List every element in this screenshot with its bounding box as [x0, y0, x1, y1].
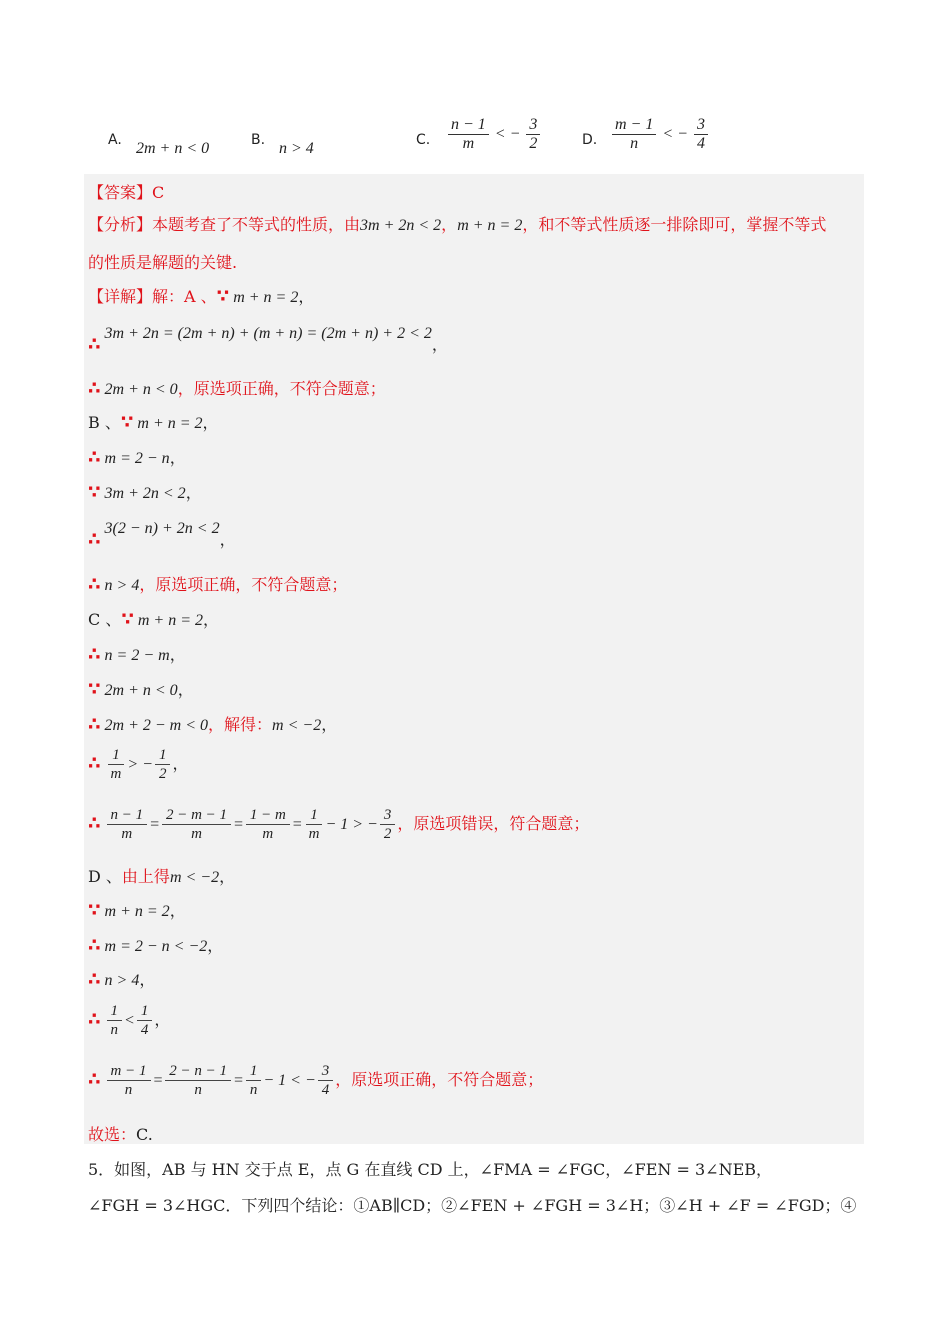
d-step-5-fraction-3 — [246, 1062, 262, 1099]
denominator: n — [194, 1082, 202, 1098]
denominator: 2 — [383, 826, 392, 842]
detail-math: m + n = 2 — [233, 289, 299, 306]
c-step-3 — [88, 712, 337, 735]
b-step-3 — [88, 515, 236, 550]
c-step-5-relation: − 1 > − — [325, 816, 378, 833]
denominator: n — [124, 1082, 133, 1098]
option-d-denominator: n — [630, 135, 639, 153]
b-step-1-math: m = 2 − n — [104, 450, 170, 467]
c-step-5-fraction-1 — [107, 806, 148, 843]
option-c-rhs-denominator: 2 — [529, 135, 538, 153]
option-a-label: A. — [108, 132, 122, 148]
c-step-5-fraction-2 — [162, 806, 231, 843]
final-label: 故选： — [88, 1125, 137, 1144]
b-step-4-math: n > 4 — [104, 577, 140, 594]
numerator: 1 — [107, 1002, 123, 1021]
a-step-1-math: 3m + 2n = (2m + n) + (m + n) = (2m + n) + 2 < 2 — [104, 325, 432, 342]
detail-head-line — [88, 284, 314, 307]
therefore-symbol: ∴ — [88, 334, 101, 355]
analysis-head: 【分析】本题考查了不等式的性质，由 — [88, 215, 361, 234]
a-step-1-comma: ， — [431, 335, 448, 354]
analysis-line-1 — [88, 212, 826, 235]
option-c-numerator: n − 1 — [448, 116, 489, 135]
therefore-symbol: ∴ — [88, 753, 101, 774]
equals-sign: = — [149, 816, 160, 833]
c-head: C 、 — [88, 610, 122, 629]
therefore-symbol: ∴ — [88, 1009, 101, 1030]
d-step-5-fraction-2 — [165, 1062, 231, 1099]
therefore-symbol: ∴ — [88, 1069, 101, 1090]
therefore-symbol: ∴ — [88, 969, 101, 990]
a-step-1 — [88, 320, 448, 355]
option-d-rhs-fraction — [694, 116, 708, 154]
denominator: n — [249, 1082, 258, 1098]
option-d-numerator: m − 1 — [612, 116, 656, 135]
d-math: m < −2 — [169, 869, 220, 886]
b-head: B 、 — [88, 413, 121, 432]
less-than-sign: < — [124, 1012, 135, 1029]
denominator: m — [110, 766, 122, 782]
final-dot: . — [147, 1125, 153, 1144]
c-step-4-comma: ， — [172, 754, 189, 773]
therefore-symbol: ∴ — [88, 644, 101, 665]
c-step-3-comma: ， — [321, 715, 338, 734]
c-head-line — [88, 607, 219, 630]
d-comma: ， — [219, 867, 236, 886]
d-step-5-relation: − 1 < − — [263, 1072, 316, 1089]
d-step-4 — [88, 1002, 170, 1039]
b-math: m + n = 2 — [137, 415, 203, 432]
c-step-5-text: ，原选项错误，符合题意； — [397, 814, 590, 833]
c-step-4-relation: > − — [127, 756, 153, 773]
c-step-2-comma: ， — [177, 680, 194, 699]
numerator: 3 — [380, 806, 396, 825]
denominator: m — [308, 826, 320, 842]
option-d-label: D. — [582, 132, 598, 148]
option-c-denominator: m — [462, 135, 475, 153]
analysis-line-2: 的性质是解题的关键. — [88, 253, 238, 272]
d-step-2-comma: ， — [207, 936, 224, 955]
denominator: 4 — [321, 1082, 330, 1098]
option-d-rhs-numerator: 3 — [694, 116, 708, 135]
answer-line: 【答案】C — [88, 183, 165, 202]
option-c-fraction — [448, 116, 489, 154]
denominator: m — [191, 826, 202, 842]
equals-sign: = — [233, 1072, 244, 1089]
a-step-2-text: ，原选项正确，不符合题意； — [177, 379, 386, 398]
option-b-label: B. — [251, 132, 266, 148]
b-step-3-math: 3(2 − n) + 2n < 2 — [104, 520, 220, 537]
d-step-5-fraction-1 — [107, 1062, 151, 1099]
numerator: 1 — [108, 746, 124, 765]
c-step-2 — [88, 677, 194, 700]
d-step-4-rhs-fraction — [137, 1002, 153, 1039]
numerator: m − 1 — [107, 1062, 151, 1081]
d-step-1-comma: ， — [169, 901, 186, 920]
c-step-5-fraction-4 — [305, 806, 324, 843]
numerator: 1 − m — [246, 806, 290, 825]
denominator: n — [110, 1022, 119, 1038]
d-step-3-comma: ， — [139, 970, 156, 989]
therefore-symbol: ∴ — [88, 813, 101, 834]
numerator: 2 − n − 1 — [165, 1062, 231, 1081]
c-math: m + n = 2 — [137, 612, 204, 629]
question-5-line-1: 5．如图，AB 与 HN 交于点 E，点 G 在直线 CD 上，∠FMA = ∠FGC，∠FEN = 3∠NEB， — [88, 1160, 773, 1179]
option-d-expression — [610, 116, 710, 154]
b-comma: ， — [202, 413, 219, 432]
because-symbol: ∵ — [216, 286, 230, 307]
option-d-fraction — [612, 116, 656, 154]
option-c-expression — [446, 116, 542, 154]
numerator: 1 — [137, 1002, 153, 1021]
numerator: n − 1 — [107, 806, 148, 825]
because-symbol: ∵ — [88, 679, 101, 700]
detail-head: 【详解】解：A 、 — [88, 287, 217, 306]
b-step-2-math: 3m + 2n < 2 — [104, 485, 186, 502]
b-step-1 — [88, 445, 186, 468]
analysis-math-1: 3m + 2n < 2 — [360, 217, 442, 234]
d-step-4-fraction — [107, 1002, 123, 1039]
c-step-4-rhs-fraction — [155, 746, 171, 783]
numerator: 1 — [155, 746, 171, 765]
d-text: 由上得 — [121, 867, 170, 886]
c-step-1-math: n = 2 − m — [104, 647, 170, 664]
because-symbol: ∵ — [120, 412, 134, 433]
therefore-symbol: ∴ — [88, 378, 101, 399]
denominator: m — [121, 826, 133, 842]
question-5-line-2: ∠FGH = 3∠HGC．下列四个结论：①AB∥CD；②∠FEN + ∠FGH = 3∠H；③∠H + ∠F = ∠FGD；④ — [88, 1196, 857, 1215]
equals-sign: = — [291, 816, 303, 833]
therefore-symbol: ∴ — [88, 529, 101, 550]
d-step-4-comma: ， — [154, 1010, 171, 1029]
therefore-symbol: ∴ — [88, 447, 101, 468]
d-head-line — [88, 864, 235, 887]
b-step-3-comma: ， — [219, 530, 236, 549]
final-value: C — [136, 1125, 148, 1144]
option-a-expression: 2m + n < 0 — [136, 140, 210, 157]
b-step-4-text: ，原选项正确，不符合题意； — [139, 575, 348, 594]
d-step-5 — [88, 1062, 543, 1099]
d-step-1-math: m + n = 2 — [104, 903, 170, 920]
therefore-symbol: ∴ — [88, 714, 101, 735]
option-c-label: C. — [416, 132, 431, 148]
d-head: D 、 — [88, 867, 122, 886]
equals-sign: = — [152, 1072, 164, 1089]
denominator: 4 — [140, 1022, 149, 1038]
c-step-5-fraction-3 — [246, 806, 290, 843]
c-step-3-result: m < −2 — [272, 717, 322, 734]
c-step-2-math: 2m + n < 0 — [104, 682, 178, 699]
c-step-5 — [88, 806, 589, 843]
because-symbol: ∵ — [121, 609, 134, 630]
b-step-1-comma: ， — [169, 448, 186, 467]
d-step-5-rhs-fraction — [318, 1062, 334, 1099]
numerator: 1 — [246, 1062, 262, 1081]
d-step-3 — [88, 967, 155, 990]
therefore-symbol: ∴ — [88, 935, 101, 956]
analysis-math-2: m + n = 2 — [457, 217, 523, 234]
option-b-expression: n > 4 — [279, 140, 314, 157]
therefore-symbol: ∴ — [88, 574, 101, 595]
d-step-3-math: n > 4 — [104, 972, 140, 989]
b-step-4 — [88, 572, 347, 595]
b-step-2-comma: ， — [185, 483, 202, 502]
option-c-rhs-fraction — [526, 116, 540, 154]
d-step-2 — [88, 933, 223, 956]
a-step-2 — [88, 376, 386, 399]
numerator: 3 — [318, 1062, 334, 1081]
because-symbol: ∵ — [88, 900, 101, 921]
c-step-1 — [88, 642, 186, 665]
c-comma: ， — [203, 610, 220, 629]
d-step-5-text: ，原选项正确，不符合题意； — [335, 1070, 544, 1089]
a-step-2-math: 2m + n < 0 — [104, 381, 178, 398]
b-step-2 — [88, 480, 202, 503]
option-c-relation: < − — [494, 125, 521, 143]
c-step-4-fraction — [107, 746, 126, 783]
final-answer-line — [88, 1122, 153, 1145]
c-step-4 — [88, 746, 188, 783]
c-step-3-math: 2m + 2 − m < 0 — [104, 717, 209, 734]
analysis-separator: ， — [441, 215, 458, 234]
numerator: 2 − m − 1 — [162, 806, 231, 825]
equals-sign: = — [233, 816, 244, 833]
d-step-1 — [88, 898, 186, 921]
option-c-rhs-numerator: 3 — [526, 116, 540, 135]
denominator: m — [262, 826, 274, 842]
detail-comma: ， — [298, 287, 315, 306]
numerator: 1 — [306, 806, 322, 825]
option-d-rhs-denominator: 4 — [696, 135, 705, 153]
denominator: 2 — [158, 766, 167, 782]
answer-options — [108, 112, 828, 162]
b-head-line — [88, 410, 219, 433]
c-step-5-rhs-fraction — [380, 806, 396, 843]
analysis-tail: ，和不等式性质逐一排除即可，掌握不等式 — [522, 215, 827, 234]
c-step-1-comma: ， — [169, 645, 186, 664]
option-d-relation: < − — [662, 125, 688, 143]
c-step-3-text: ，解得： — [208, 715, 273, 734]
because-symbol: ∵ — [88, 482, 101, 503]
d-step-2-math: m = 2 − n < −2 — [104, 938, 208, 955]
